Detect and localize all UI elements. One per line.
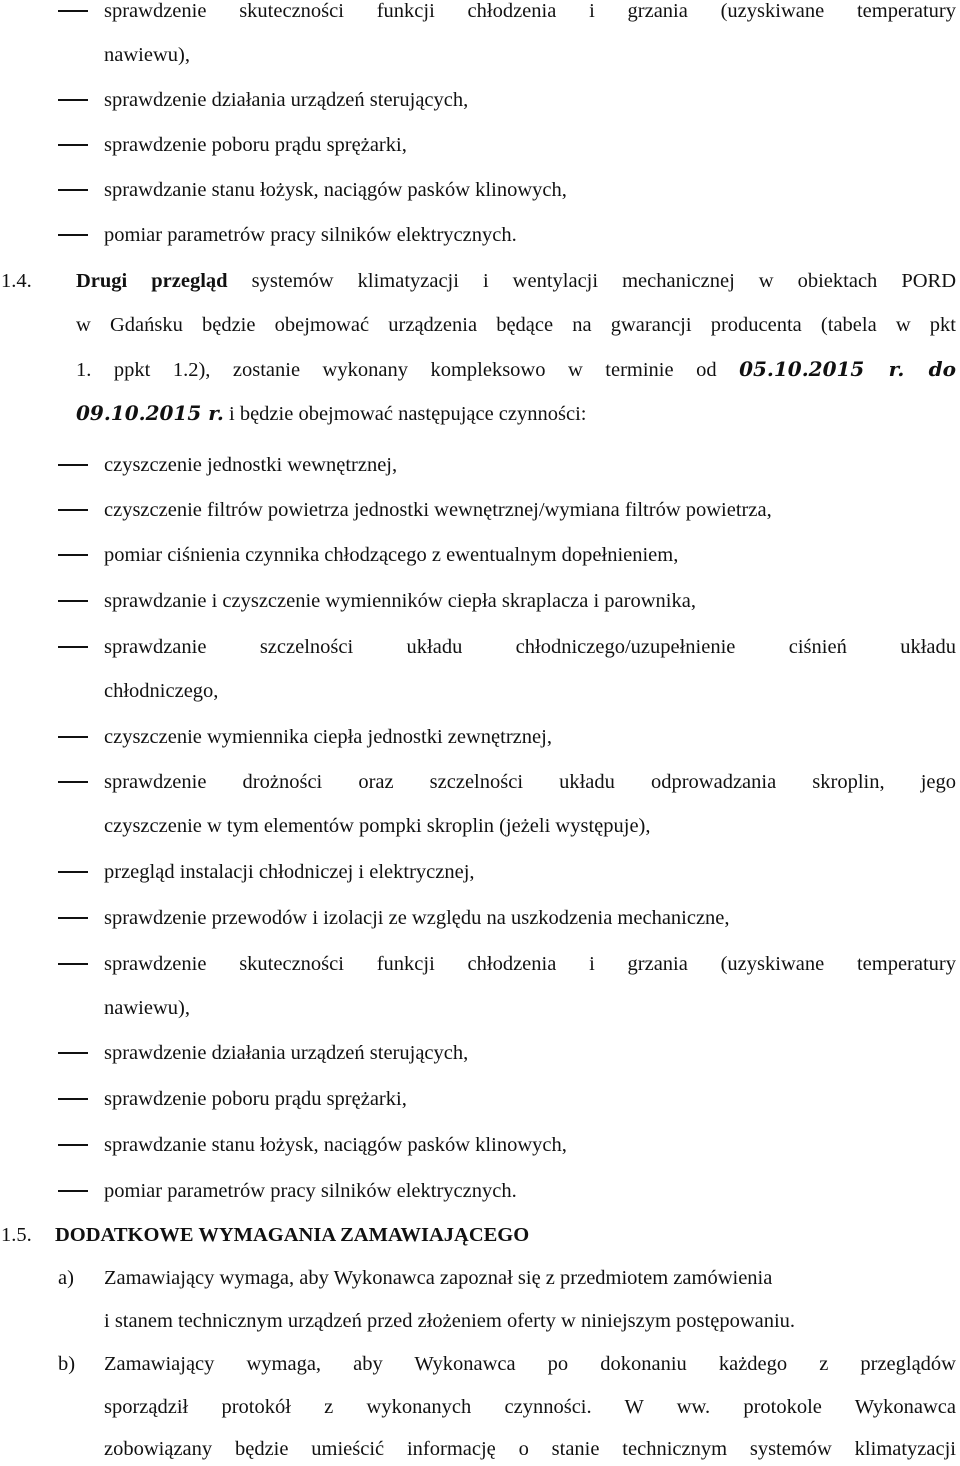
dash-bullet [58, 1190, 88, 1192]
list-item-text: czyszczenie wymiennika ciepła jednostki zewnętrznej, [104, 726, 552, 748]
list-item-continuation: czyszczenie w tym elementów pompki skroplin (jeżeli występuje), [104, 815, 651, 837]
list-item [0, 454, 960, 498]
list-item [0, 590, 960, 634]
dash-bullet [58, 871, 88, 873]
list-item [0, 1042, 960, 1086]
list-item-text: pomiar parametrów pracy silników elektrycznych. [104, 224, 517, 246]
dash-bullet [58, 646, 88, 648]
list-item-text: czyszczenie filtrów powietrza jednostki wewnętrznej/wymiana filtrów powietrza, [104, 499, 772, 521]
dash-bullet [58, 600, 88, 602]
list-item-text: sprawdzanie szczelności układu chłodniczego/uzupełnienie ciśnień układu [104, 636, 956, 658]
list-item-text: czyszczenie jednostki wewnętrznej, [104, 454, 398, 476]
paragraph-line: sporządził protokół z wykonanych czynności. W ww. protokole Wykonawca [104, 1396, 956, 1418]
list-item-text: pomiar parametrów pracy silników elektrycznych. [104, 1180, 517, 1202]
section-text: 1. ppkt 1.2), zostanie wykonany kompleksowo w terminie od [76, 359, 717, 381]
list-item [0, 1180, 960, 1224]
list-item-text: sprawdzenie poboru prądu sprężarki, [104, 1088, 407, 1110]
dash-bullet [58, 736, 88, 738]
section-text: i będzie obejmować następujące czynności: [223, 403, 587, 425]
list-item-text: sprawdzenie skuteczności funkcji chłodzenia i grzania (uzyskiwane temperatury [104, 953, 956, 975]
list-item [0, 224, 960, 268]
list-item-text: sprawdzanie stanu łożysk, naciągów pasków klinowych, [104, 1134, 567, 1156]
dash-bullet [58, 781, 88, 783]
dash-bullet [58, 99, 88, 101]
list-item [0, 726, 960, 770]
dash-bullet [58, 1144, 88, 1146]
list-item [0, 134, 960, 178]
section-bold-intro: Drugi przegląd [76, 270, 228, 292]
list-item-text: sprawdzanie stanu łożysk, naciągów pasków klinowych, [104, 179, 567, 201]
dash-bullet [58, 963, 88, 965]
list-item [0, 907, 960, 951]
dash-bullet [58, 917, 88, 919]
list-item [0, 1088, 960, 1132]
section-paragraph-line: w Gdańsku będzie obejmować urządzenia będące na gwarancji producenta (tabela w pkt [76, 314, 956, 336]
list-item-continuation: nawiewu), [104, 44, 190, 66]
section-paragraph-line [76, 270, 956, 292]
list-item-text: przegląd instalacji chłodniczej i elektrycznej, [104, 861, 475, 883]
list-item-continuation: chłodniczego, [104, 680, 219, 702]
section-paragraph-line [76, 402, 586, 425]
list-marker: b) [58, 1353, 76, 1375]
list-item [0, 89, 960, 133]
section-paragraph-line [76, 358, 956, 381]
list-item-text: sprawdzenie poboru prądu sprężarki, [104, 134, 407, 156]
list-item-text: sprawdzenie działania urządzeń sterujących, [104, 1042, 469, 1064]
list-item [0, 544, 960, 588]
dash-bullet [58, 1052, 88, 1054]
list-item-text: sprawdzenie przewodów i izolacji ze względu na uszkodzenia mechaniczne, [104, 907, 730, 929]
list-marker: a) [58, 1267, 74, 1289]
section-number: 1.5. [1, 1224, 32, 1246]
dash-bullet [58, 10, 88, 12]
dash-bullet [58, 554, 88, 556]
dash-bullet [58, 234, 88, 236]
list-item-text: sprawdzenie drożności oraz szczelności układu odprowadzania skroplin, jego [104, 771, 956, 793]
list-item [0, 861, 960, 905]
dash-bullet [58, 464, 88, 466]
section-heading: DODATKOWE WYMAGANIA ZAMAWIAJĄCEGO [55, 1224, 530, 1246]
list-item-text: sprawdzenie działania urządzeń sterujących, [104, 89, 469, 111]
list-item [0, 499, 960, 543]
dash-bullet [58, 1098, 88, 1100]
date-range-start: 05.10.2015 r. do [739, 357, 956, 381]
date-range-end: 09.10.2015 r. [76, 401, 224, 425]
dash-bullet [58, 144, 88, 146]
list-item [0, 179, 960, 223]
paragraph-line: i stanem technicznym urządzeń przed złożeniem oferty w niniejszym postępowaniu. [104, 1310, 796, 1332]
dash-bullet [58, 189, 88, 191]
list-item [0, 0, 960, 44]
list-item-text: sprawdzanie i czyszczenie wymienników ciepła skraplacza i parownika, [104, 590, 696, 612]
dash-bullet [58, 509, 88, 511]
list-item [0, 771, 960, 861]
list-item [0, 636, 960, 726]
list-item [0, 1134, 960, 1178]
paragraph-line: zobowiązany będzie umieścić informację o stanie technicznym systemów klimatyzacji [104, 1438, 956, 1460]
paragraph-line: Zamawiający wymaga, aby Wykonawca zapoznał się z przedmiotem zamówienia [104, 1267, 773, 1289]
section-number: 1.4. [1, 270, 32, 292]
list-item [0, 953, 960, 1043]
list-item-continuation: nawiewu), [104, 997, 190, 1019]
list-item-text: sprawdzenie skuteczności funkcji chłodzenia i grzania (uzyskiwane temperatury [104, 0, 956, 22]
list-item-text: pomiar ciśnienia czynnika chłodzącego z ewentualnym dopełnieniem, [104, 544, 679, 566]
section-text: systemów klimatyzacji i wentylacji mechanicznej w obiektach PORD [251, 270, 957, 292]
paragraph-line: Zamawiający wymaga, aby Wykonawca po dokonaniu każdego z przeglądów [104, 1353, 956, 1375]
